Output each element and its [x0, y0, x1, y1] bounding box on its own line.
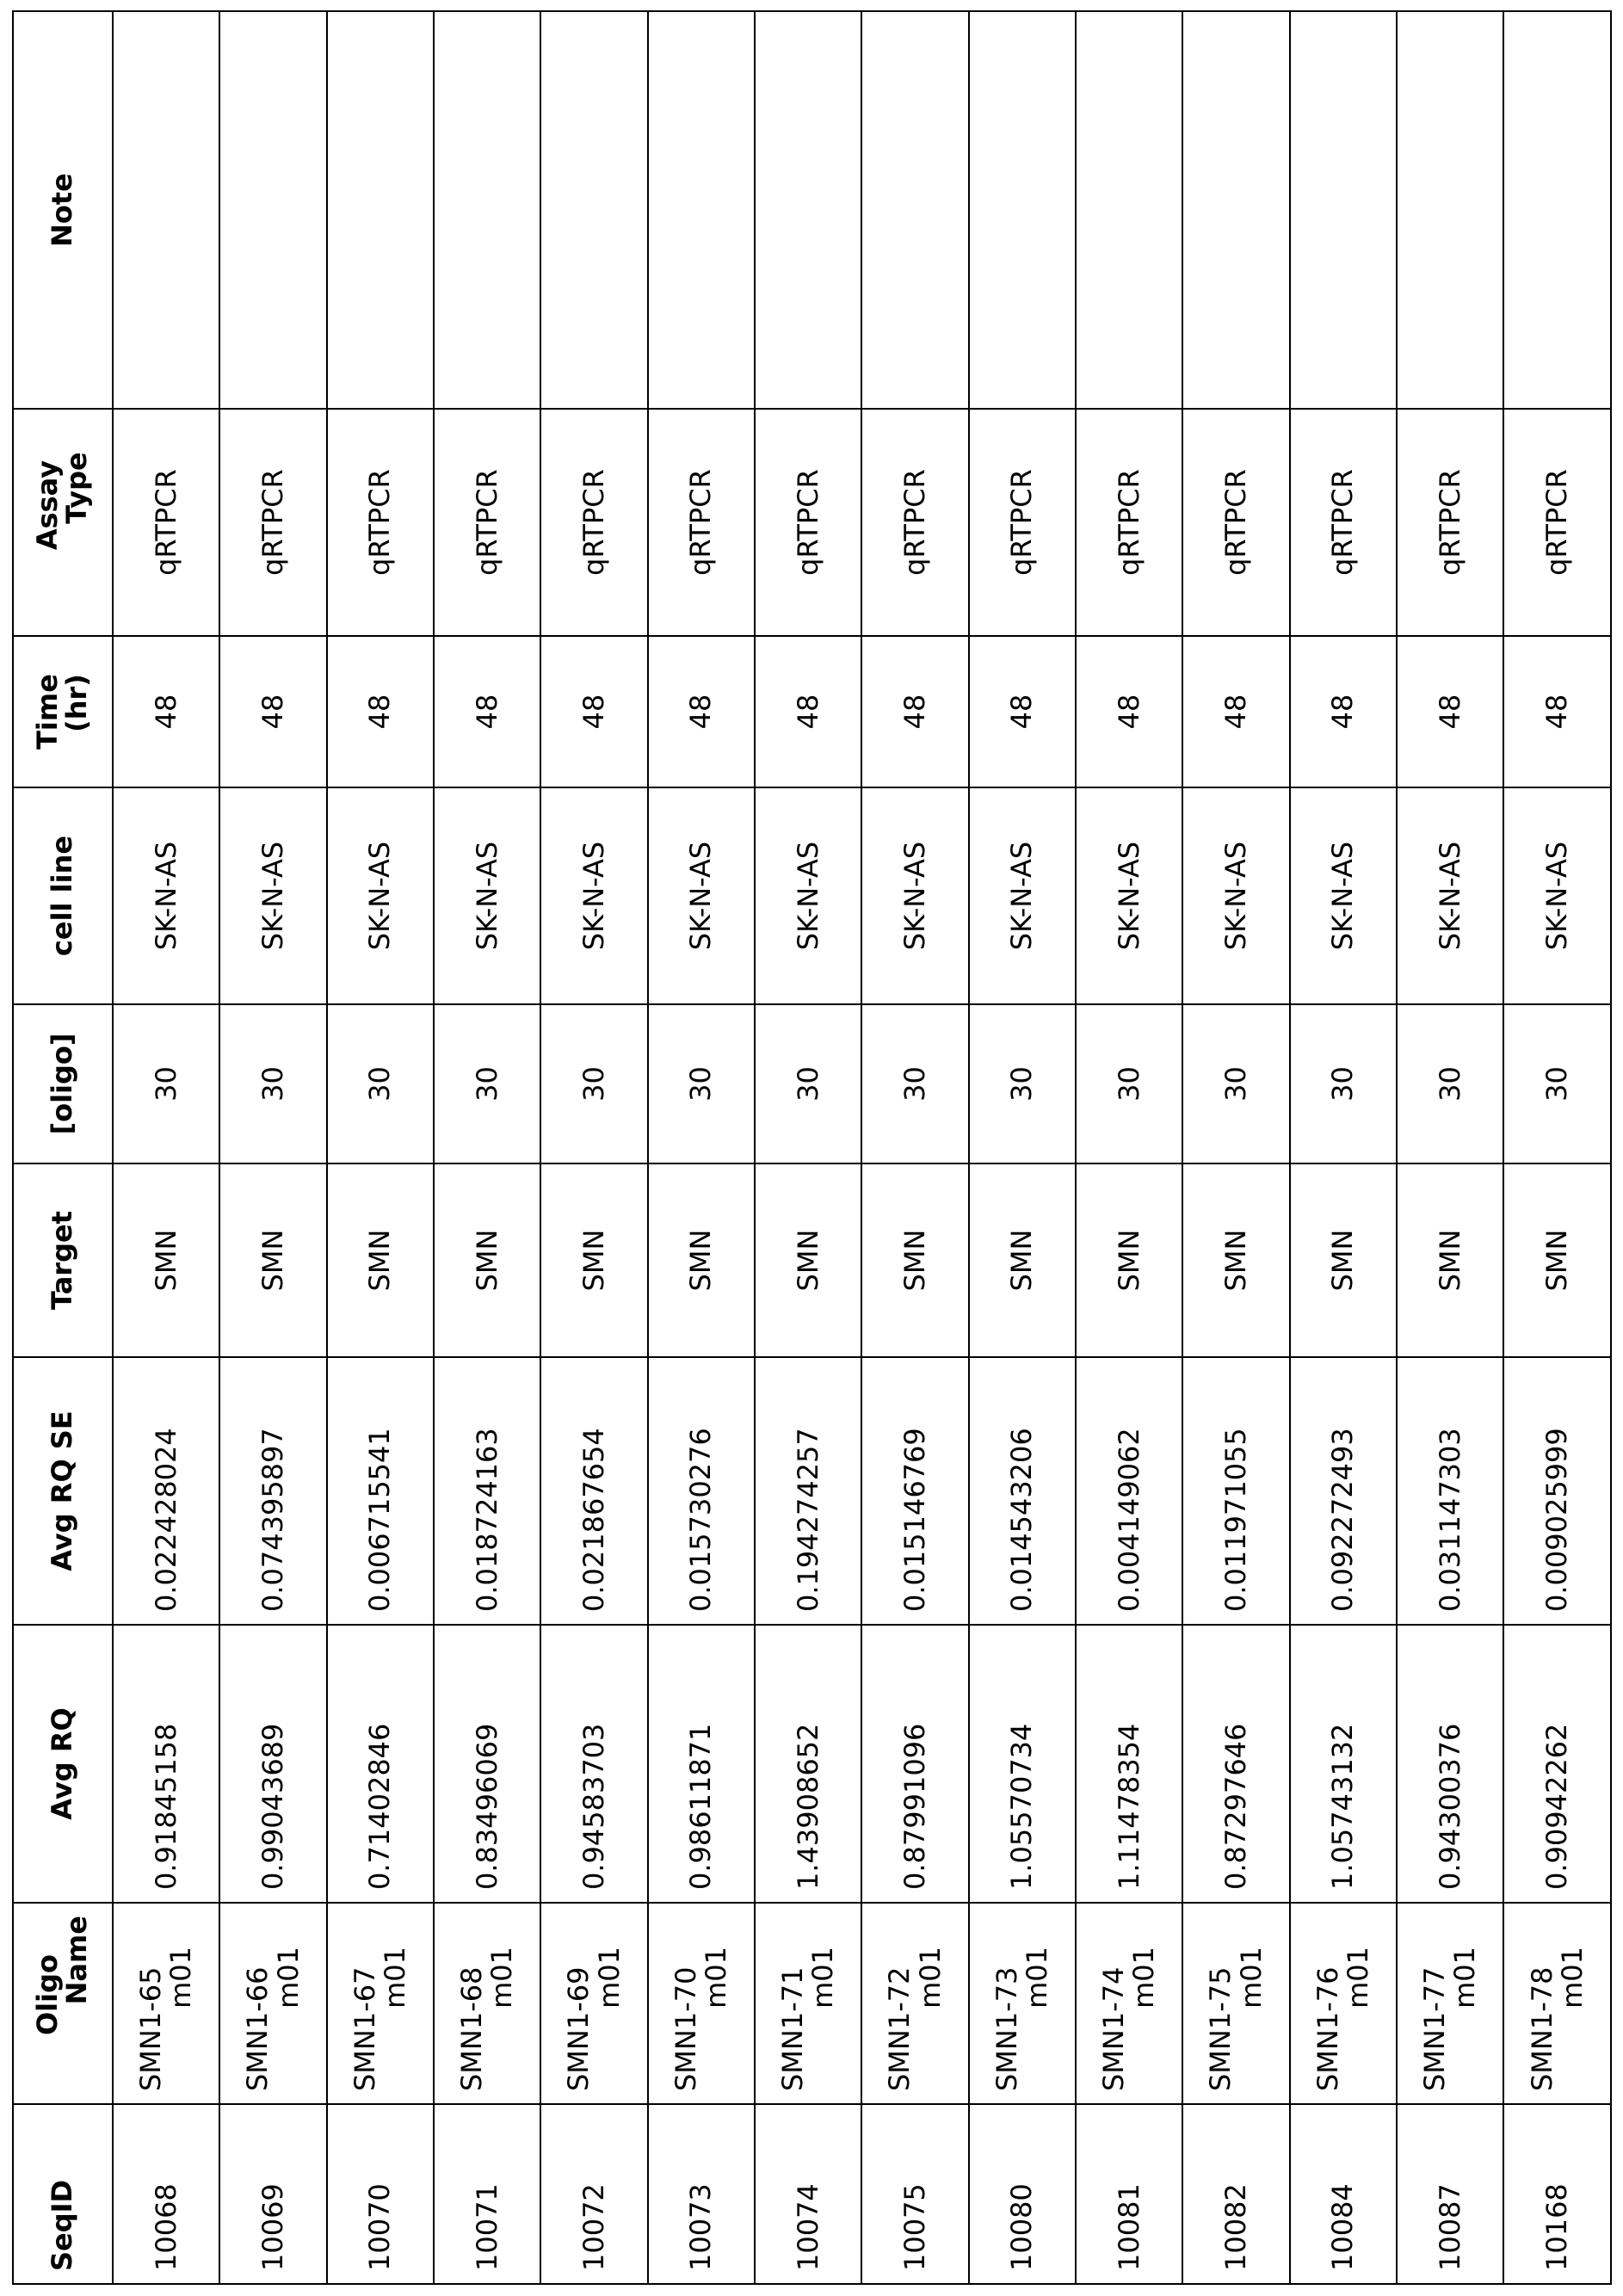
cell-target: SMN — [861, 1163, 968, 1357]
oligo-name-line1: SMN1-70 — [669, 1966, 702, 2091]
cell-avg-rq-se: 0.014543206 — [969, 1357, 1076, 1625]
cell-oligo-name — [219, 1903, 326, 2104]
table-row — [861, 11, 968, 2284]
oligo-name-line1: SMN1-69 — [562, 1966, 596, 2091]
table-row — [434, 11, 540, 2284]
cell-note — [1076, 11, 1182, 409]
cell-assay-type: qRTPCR — [540, 409, 647, 636]
cell-seqid: 10068 — [113, 2104, 219, 2284]
cell-avg-rq-se: 0.004149062 — [1076, 1357, 1182, 1625]
header-assay-line1: Assay — [31, 460, 65, 551]
cell-oligo-name — [540, 1903, 647, 2104]
cell-note — [1290, 11, 1397, 409]
cell-avg-rq: 0.94300376 — [1397, 1625, 1503, 1903]
oligo-name-line1: SMN1-76 — [1311, 1966, 1344, 2091]
header-avg-rq: Avg RQ — [13, 1625, 113, 1903]
oligo-name-line2: m01 — [271, 1947, 305, 2009]
oligo-name-line1: SMN1-72 — [883, 1966, 916, 2091]
cell-assay-type: qRTPCR — [648, 409, 755, 636]
header-oligo-name — [13, 1903, 113, 2104]
cell-avg-rq: 1.43908652 — [755, 1625, 861, 1903]
cell-oligo-concentration: 30 — [113, 1004, 219, 1163]
cell-assay-type: qRTPCR — [861, 409, 968, 636]
cell-oligo-concentration: 30 — [540, 1004, 647, 1163]
cell-time: 48 — [755, 636, 861, 787]
cell-seqid: 10084 — [1290, 2104, 1397, 2284]
cell-avg-rq-se: 0.074395897 — [219, 1357, 326, 1625]
cell-oligo-concentration: 30 — [219, 1004, 326, 1163]
cell-avg-rq-se: 0.018724163 — [434, 1357, 540, 1625]
cell-cell-line: SK-N-AS — [861, 787, 968, 1004]
cell-avg-rq-se: 0.015146769 — [861, 1357, 968, 1625]
cell-oligo-name — [327, 1903, 434, 2104]
oligo-name-line1: SMN1-78 — [1525, 1966, 1558, 2091]
oligo-name-line1: SMN1-75 — [1204, 1966, 1237, 2091]
oligo-name-line1: SMN1-77 — [1418, 1966, 1452, 2091]
cell-avg-rq-se: 0.015730276 — [648, 1357, 755, 1625]
table-row — [1290, 11, 1397, 2284]
cell-avg-rq-se: 0.092272493 — [1290, 1357, 1397, 1625]
oligo-name-line2: m01 — [1020, 1947, 1053, 2009]
oligo-name-line1: SMN1-67 — [348, 1966, 381, 2091]
cell-time: 48 — [1182, 636, 1289, 787]
cell-avg-rq: 0.99043689 — [219, 1625, 326, 1903]
cell-time: 48 — [1076, 636, 1182, 787]
cell-seqid: 10072 — [540, 2104, 647, 2284]
cell-oligo-concentration: 30 — [1076, 1004, 1182, 1163]
cell-avg-rq: 0.94583703 — [540, 1625, 647, 1903]
cell-cell-line: SK-N-AS — [113, 787, 219, 1004]
cell-cell-line: SK-N-AS — [1290, 787, 1397, 1004]
cell-oligo-name — [1182, 1903, 1289, 2104]
cell-target: SMN — [1503, 1163, 1611, 1357]
cell-seqid: 10081 — [1076, 2104, 1182, 2284]
cell-seqid: 10074 — [755, 2104, 861, 2284]
header-cell-line: cell line — [13, 787, 113, 1004]
cell-avg-rq-se: 0.006715541 — [327, 1357, 434, 1625]
cell-note — [113, 11, 219, 409]
cell-target: SMN — [434, 1163, 540, 1357]
cell-oligo-concentration: 30 — [1182, 1004, 1289, 1163]
cell-oligo-name — [1290, 1903, 1397, 2104]
cell-avg-rq: 0.87297646 — [1182, 1625, 1289, 1903]
table-row — [540, 11, 647, 2284]
cell-target: SMN — [755, 1163, 861, 1357]
cell-oligo-concentration: 30 — [327, 1004, 434, 1163]
cell-time: 48 — [434, 636, 540, 787]
cell-seqid: 10075 — [861, 2104, 968, 2284]
oligo-name-line1: SMN1-71 — [776, 1966, 810, 2091]
cell-avg-rq: 0.98611871 — [648, 1625, 755, 1903]
cell-oligo-concentration: 30 — [648, 1004, 755, 1163]
cell-seqid: 10070 — [327, 2104, 434, 2284]
cell-oligo-concentration: 30 — [1503, 1004, 1611, 1163]
cell-target: SMN — [648, 1163, 755, 1357]
cell-avg-rq-se: 0.194274257 — [755, 1357, 861, 1625]
cell-note — [648, 11, 755, 409]
header-oligo-concentration: [oligo] — [13, 1004, 113, 1163]
oligo-name-line2: m01 — [1448, 1947, 1482, 2009]
cell-assay-type: qRTPCR — [969, 409, 1076, 636]
cell-cell-line: SK-N-AS — [1503, 787, 1611, 1004]
cell-time: 48 — [1397, 636, 1503, 787]
header-assay-type — [13, 409, 113, 636]
cell-cell-line: SK-N-AS — [1397, 787, 1503, 1004]
cell-cell-line: SK-N-AS — [1076, 787, 1182, 1004]
cell-assay-type: qRTPCR — [1397, 409, 1503, 636]
cell-time: 48 — [861, 636, 968, 787]
header-oligo-name-line2: Name — [60, 1916, 93, 2005]
cell-assay-type: qRTPCR — [1503, 409, 1611, 636]
cell-target: SMN — [1182, 1163, 1289, 1357]
cell-assay-type: qRTPCR — [113, 409, 219, 636]
oligo-name-line1: SMN1-68 — [455, 1966, 489, 2091]
cell-oligo-concentration: 30 — [861, 1004, 968, 1163]
cell-time: 48 — [540, 636, 647, 787]
cell-cell-line: SK-N-AS — [540, 787, 647, 1004]
cell-avg-rq-se: 0.031147303 — [1397, 1357, 1503, 1625]
table-row — [1397, 11, 1503, 2284]
cell-cell-line: SK-N-AS — [648, 787, 755, 1004]
cell-time: 48 — [219, 636, 326, 787]
cell-target: SMN — [327, 1163, 434, 1357]
cell-note — [219, 11, 326, 409]
cell-seqid: 10087 — [1397, 2104, 1503, 2284]
cell-target: SMN — [113, 1163, 219, 1357]
cell-target: SMN — [219, 1163, 326, 1357]
cell-oligo-concentration: 30 — [755, 1004, 861, 1163]
oligo-name-line1: SMN1-65 — [133, 1966, 167, 2091]
cell-note — [969, 11, 1076, 409]
cell-cell-line: SK-N-AS — [434, 787, 540, 1004]
cell-cell-line: SK-N-AS — [755, 787, 861, 1004]
cell-seqid: 10082 — [1182, 2104, 1289, 2284]
cell-target: SMN — [1076, 1163, 1182, 1357]
cell-time: 48 — [648, 636, 755, 787]
cell-cell-line: SK-N-AS — [1182, 787, 1289, 1004]
table-row — [969, 11, 1076, 2284]
header-time-line2: (hr) — [60, 674, 93, 732]
cell-seqid: 10168 — [1503, 2104, 1611, 2284]
cell-avg-rq-se: 0.022428024 — [113, 1357, 219, 1625]
table-row — [1076, 11, 1182, 2284]
oligo-name-line2: m01 — [378, 1947, 411, 2009]
oligo-name-line1: SMN1-73 — [990, 1966, 1023, 2091]
header-assay-line2: Type — [60, 452, 93, 524]
cell-assay-type: qRTPCR — [219, 409, 326, 636]
oligo-name-line2: m01 — [806, 1947, 840, 2009]
cell-target: SMN — [1397, 1163, 1503, 1357]
cell-seqid: 10073 — [648, 2104, 755, 2284]
cell-avg-rq: 1.05743132 — [1290, 1625, 1397, 1903]
oligo-name-line2: m01 — [913, 1947, 947, 2009]
cell-assay-type: qRTPCR — [1182, 409, 1289, 636]
cell-oligo-name — [648, 1903, 755, 2104]
cell-oligo-concentration: 30 — [434, 1004, 540, 1163]
cell-time: 48 — [327, 636, 434, 787]
cell-assay-type: qRTPCR — [327, 409, 434, 636]
cell-seqid: 10080 — [969, 2104, 1076, 2284]
results-table — [12, 10, 1612, 2285]
cell-oligo-name — [1503, 1903, 1611, 2104]
cell-avg-rq: 0.83496069 — [434, 1625, 540, 1903]
cell-note — [540, 11, 647, 409]
cell-time: 48 — [1503, 636, 1611, 787]
cell-time: 48 — [1290, 636, 1397, 787]
rotated-table-container — [12, 12, 1612, 2285]
oligo-name-line2: m01 — [592, 1947, 626, 2009]
header-time-line1: Time — [31, 674, 65, 750]
cell-time: 48 — [113, 636, 219, 787]
cell-target: SMN — [1290, 1163, 1397, 1357]
header-oligo-name-line1: Oligo — [31, 1953, 65, 2036]
oligo-name-line2: m01 — [164, 1947, 198, 2009]
header-avg-rq-se: Avg RQ SE — [13, 1357, 113, 1625]
cell-cell-line: SK-N-AS — [327, 787, 434, 1004]
cell-oligo-name — [755, 1903, 861, 2104]
cell-avg-rq-se: 0.011971055 — [1182, 1357, 1289, 1625]
table-row — [755, 11, 861, 2284]
cell-cell-line: SK-N-AS — [969, 787, 1076, 1004]
cell-note — [1397, 11, 1503, 409]
oligo-name-line2: m01 — [1127, 1947, 1161, 2009]
cell-assay-type: qRTPCR — [1076, 409, 1182, 636]
cell-oligo-concentration: 30 — [969, 1004, 1076, 1163]
oligo-name-line2: m01 — [1555, 1947, 1589, 2009]
cell-avg-rq: 1.11478354 — [1076, 1625, 1182, 1903]
cell-note — [434, 11, 540, 409]
cell-oligo-concentration: 30 — [1290, 1004, 1397, 1163]
cell-target: SMN — [969, 1163, 1076, 1357]
table-row — [1182, 11, 1289, 2284]
header-time — [13, 636, 113, 787]
cell-cell-line: SK-N-AS — [219, 787, 326, 1004]
cell-note — [327, 11, 434, 409]
cell-note — [1182, 11, 1289, 409]
header-row — [13, 11, 113, 2284]
cell-avg-rq: 1.05570734 — [969, 1625, 1076, 1903]
oligo-name-line2: m01 — [699, 1947, 732, 2009]
header-note: Note — [13, 11, 113, 409]
cell-assay-type: qRTPCR — [755, 409, 861, 636]
cell-note — [861, 11, 968, 409]
table-row — [113, 11, 219, 2284]
table-row — [1503, 11, 1611, 2284]
header-target: Target — [13, 1163, 113, 1357]
cell-avg-rq-se: 0.021867654 — [540, 1357, 647, 1625]
oligo-name-line1: SMN1-74 — [1097, 1966, 1131, 2091]
table-row — [219, 11, 326, 2284]
cell-seqid: 10071 — [434, 2104, 540, 2284]
cell-avg-rq: 0.87991096 — [861, 1625, 968, 1903]
cell-oligo-concentration: 30 — [1397, 1004, 1503, 1163]
cell-oligo-name — [434, 1903, 540, 2104]
cell-assay-type: qRTPCR — [434, 409, 540, 636]
cell-seqid: 10069 — [219, 2104, 326, 2284]
oligo-name-line1: SMN1-66 — [241, 1966, 275, 2091]
cell-avg-rq: 0.90942262 — [1503, 1625, 1611, 1903]
cell-avg-rq: 0.91845158 — [113, 1625, 219, 1903]
cell-time: 48 — [969, 636, 1076, 787]
table-row — [327, 11, 434, 2284]
table-row — [648, 11, 755, 2284]
header-seqid: SeqID — [13, 2104, 113, 2284]
oligo-name-line2: m01 — [485, 1947, 519, 2009]
cell-oligo-name — [969, 1903, 1076, 2104]
cell-avg-rq-se: 0.009025999 — [1503, 1357, 1611, 1625]
cell-oligo-name — [1076, 1903, 1182, 2104]
cell-note — [755, 11, 861, 409]
oligo-name-line2: m01 — [1234, 1947, 1268, 2009]
cell-note — [1503, 11, 1611, 409]
cell-target: SMN — [540, 1163, 647, 1357]
cell-assay-type: qRTPCR — [1290, 409, 1397, 636]
cell-avg-rq: 0.71402846 — [327, 1625, 434, 1903]
cell-oligo-name — [861, 1903, 968, 2104]
cell-oligo-name — [1397, 1903, 1503, 2104]
oligo-name-line2: m01 — [1341, 1947, 1374, 2009]
cell-oligo-name — [113, 1903, 219, 2104]
